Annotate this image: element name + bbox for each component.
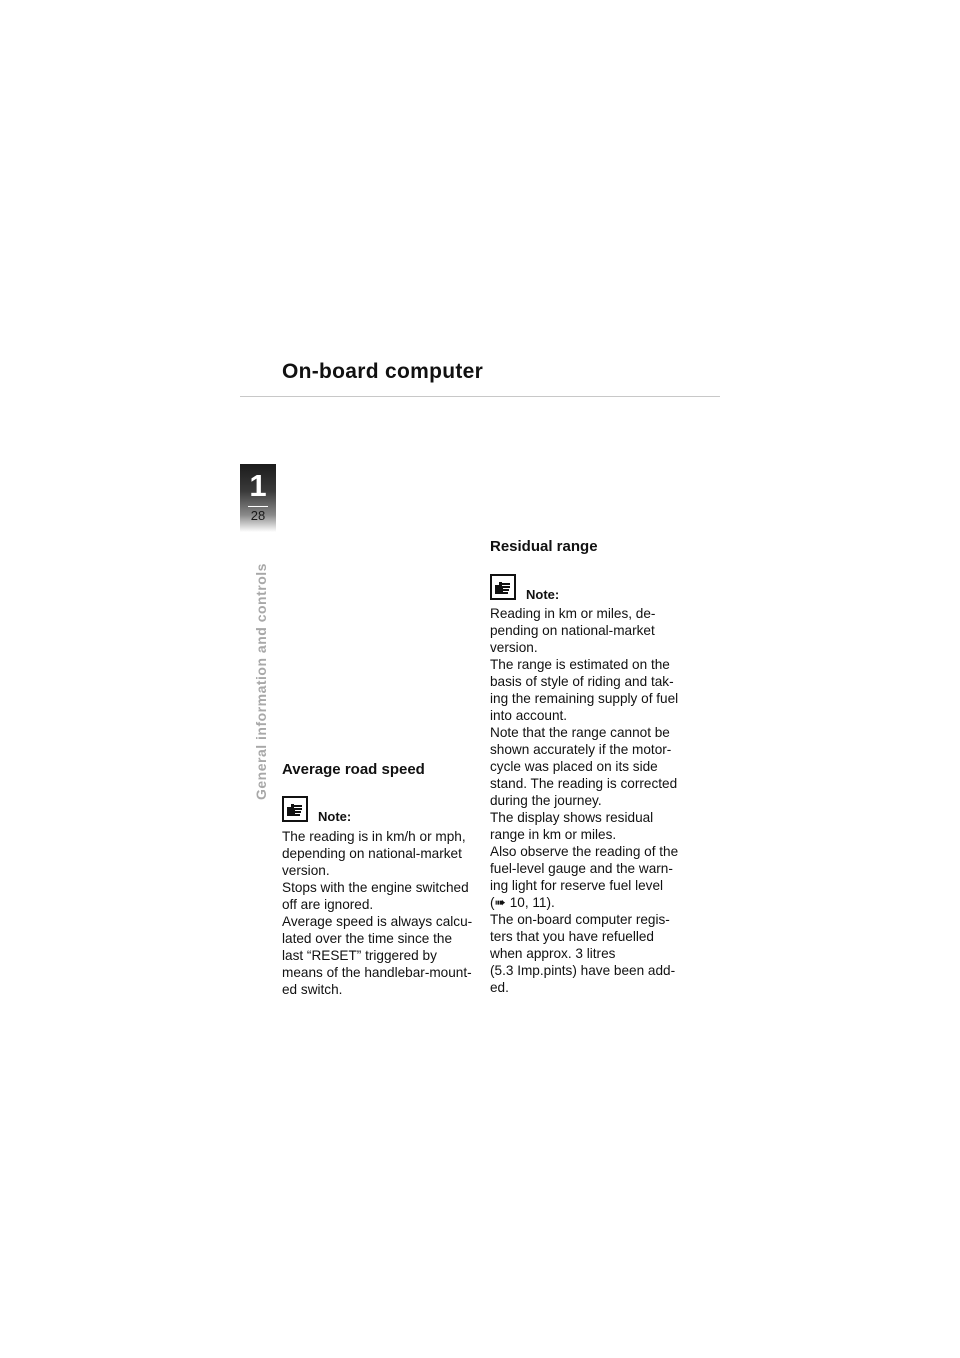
text-line: ed. bbox=[490, 980, 509, 995]
side-chapter-title: General information and controls bbox=[253, 563, 269, 800]
text-line: The reading is in km/h or mph, bbox=[282, 829, 466, 844]
chapter-divider bbox=[248, 506, 268, 507]
note-hand-icon bbox=[282, 796, 308, 822]
text-line: version. bbox=[490, 640, 538, 655]
text-line: pending on national-market bbox=[490, 623, 655, 638]
text-line: cycle was placed on its side bbox=[490, 759, 658, 774]
text-line: Also observe the reading of the bbox=[490, 844, 679, 859]
text-line: The display shows residual bbox=[490, 810, 654, 825]
text-line: The on-board computer regis- bbox=[490, 912, 670, 927]
text-line: Note that the range cannot be bbox=[490, 725, 670, 740]
text-line: ters that you have refuelled bbox=[490, 929, 654, 944]
text-line: when approx. 3 litres bbox=[490, 946, 616, 961]
page-title: On-board computer bbox=[282, 360, 484, 383]
text-line: basis of style of riding and tak- bbox=[490, 674, 674, 689]
text-line: Average speed is always calcu- bbox=[282, 914, 473, 929]
text-line: depending on national-market bbox=[282, 846, 462, 861]
text-line: The range is estimated on the bbox=[490, 657, 670, 672]
cross-reference-line: (➠ 10, 11). bbox=[490, 895, 555, 910]
text-line: stand. The reading is corrected bbox=[490, 776, 678, 791]
chapter-tab bbox=[240, 464, 276, 532]
section-heading-residual-range: Residual range bbox=[490, 538, 598, 555]
text-line: Reading in km or miles, de- bbox=[490, 606, 656, 621]
average-speed-body bbox=[282, 828, 492, 998]
section-heading-average-speed: Average road speed bbox=[282, 761, 425, 778]
text-line: into account. bbox=[490, 708, 568, 723]
note-label: Note: bbox=[526, 587, 560, 602]
note-hand-icon bbox=[490, 574, 516, 600]
text-line: ing light for reserve fuel level bbox=[490, 878, 664, 893]
text-line: lated over the time since the bbox=[282, 931, 453, 946]
text-line: Stops with the engine switched bbox=[282, 880, 469, 895]
text-line: version. bbox=[282, 863, 330, 878]
text-line: fuel-level gauge and the warn- bbox=[490, 861, 673, 876]
text-line: (5.3 Imp.pints) have been add- bbox=[490, 963, 676, 978]
note-label: Note: bbox=[318, 809, 352, 824]
text-line: during the journey. bbox=[490, 793, 602, 808]
text-line: range in km or miles. bbox=[490, 827, 617, 842]
text-line: last “RESET” triggered by bbox=[282, 948, 437, 963]
text-line: means of the handlebar-mount- bbox=[282, 965, 472, 980]
page-number: 28 bbox=[250, 508, 266, 523]
chapter-number: 1 bbox=[249, 468, 267, 503]
text-line: ing the remaining supply of fuel bbox=[490, 691, 679, 706]
text-line: off are ignored. bbox=[282, 897, 374, 912]
text-line: shown accurately if the motor- bbox=[490, 742, 672, 757]
title-divider bbox=[240, 396, 720, 397]
text-line: ed switch. bbox=[282, 982, 343, 997]
residual-range-body bbox=[490, 605, 700, 996]
